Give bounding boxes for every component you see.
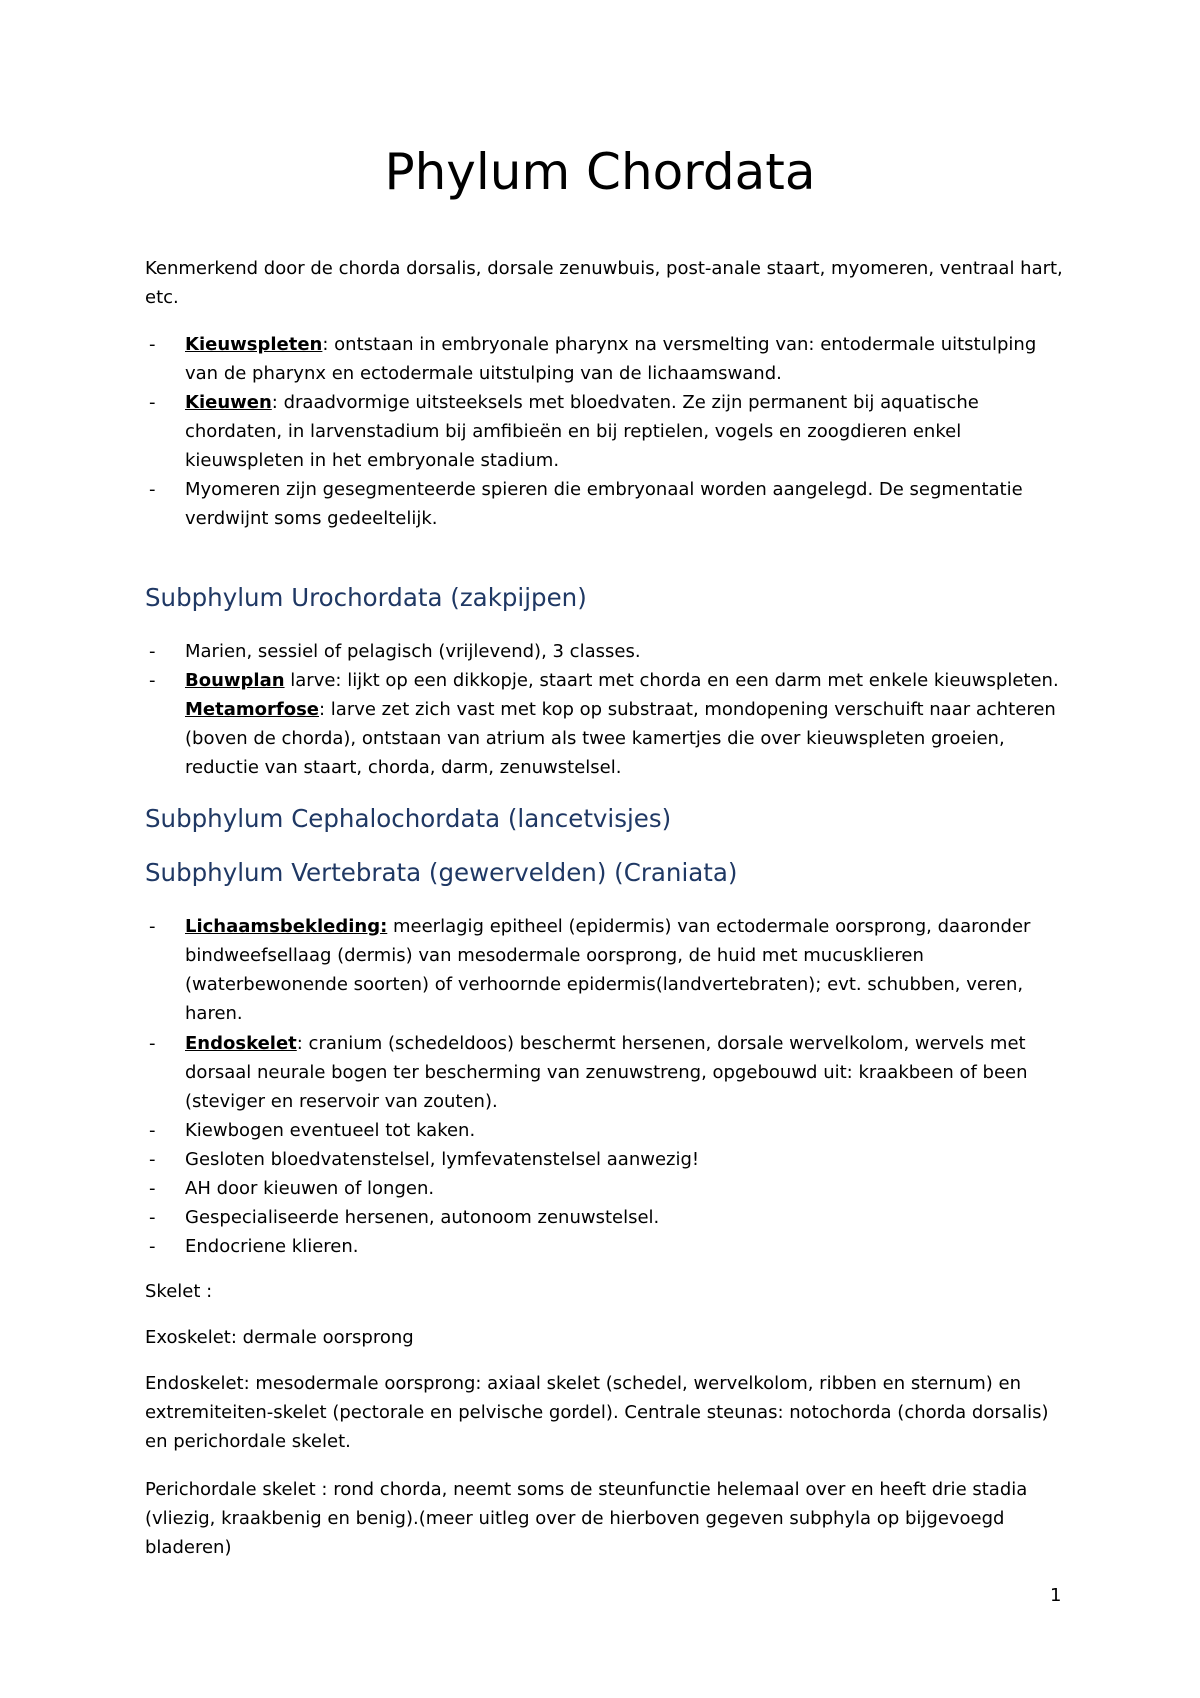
heading-cephalochordata: Subphylum Cephalochordata (lancetvisjes) <box>145 804 672 833</box>
list-item-kiewbogen <box>149 1116 1065 1145</box>
heading-urochordata: Subphylum Urochordata (zakpijpen) <box>145 583 587 612</box>
term-bouwplan: Bouwplan <box>185 670 285 691</box>
list-item-endoskelet <box>149 1029 1065 1116</box>
klieren-text: Endocriene klieren. <box>185 1236 359 1257</box>
bouwplan-text: larve: lijkt op een dikkopje, staart met chorda en een darm met enkele kieuwspleten. <box>284 670 1059 691</box>
kieuwspleten-text: : ontstaan in embryonale pharynx na versmelting van: entodermale uitstulping van de pharynx en ectodermale uitstulping van de lichaamswand. <box>185 334 1037 384</box>
myomeren-text: Myomeren zijn gesegmenteerde spieren die embryonaal worden aangelegd. De segmentatie verdwijnt soms gedeeltelijk. <box>185 479 1023 529</box>
bloedvaten-text: Gesloten bloedvatenstelsel, lymfevatenstelsel aanwezig! <box>185 1149 700 1170</box>
hersenen-text: Gespecialiseerde hersenen, autonoom zenuwstelsel. <box>185 1207 660 1228</box>
bullet-dash: - <box>149 1149 156 1170</box>
bullet-dash: - <box>149 1120 156 1141</box>
bullet-dash: - <box>149 1178 156 1199</box>
heading-vertebrata: Subphylum Vertebrata (gewervelden) (Craniata) <box>145 858 738 887</box>
list-item-myomeren <box>149 475 1065 533</box>
bullet-dash: - <box>149 1033 156 1054</box>
intro-paragraph: Kenmerkend door de chorda dorsalis, dorsale zenuwbuis, post-anale staart, myomeren, ventraal hart, etc. <box>145 258 1063 308</box>
list-item-hersenen <box>149 1203 1065 1232</box>
exoskelet-paragraph: Exoskelet: dermale oorsprong <box>145 1327 414 1348</box>
bullet-dash: - <box>149 1207 156 1228</box>
term-kieuwen: Kieuwen <box>185 392 272 413</box>
bullet-dash: - <box>149 334 156 355</box>
term-kieuwspleten: Kieuwspleten <box>185 334 323 355</box>
list-item-marien <box>149 637 1065 666</box>
endoskelet-paragraph: Endoskelet: mesodermale oorsprong: axiaal skelet (schedel, wervelkolom, ribben en sternum) en extremiteiten-skelet (pectorale en pelvische gordel). Centrale steunas: notochorda (chorda dorsalis) en perichordale skelet. <box>145 1373 1049 1452</box>
term-endoskelet: Endoskelet <box>185 1033 297 1054</box>
perichordale-paragraph: Perichordale skelet : rond chorda, neemt soms de steunfunctie helemaal over en heeft drie stadia (vliezig, kraakbenig en benig).(meer uitleg over de hierboven gegeven subphyla op bijgevoegd bladeren) <box>145 1479 1028 1558</box>
list-item-bouwplan <box>149 666 1065 782</box>
metamorfose-text: : larve zet zich vast met kop op substraat, mondopening verschuift naar achteren (boven de chorda), ontstaan van atrium als twee kamertjes die over kieuwspleten groeien, reductie van staart, chorda, darm, zenuwstelsel. <box>185 699 1056 778</box>
kieuwen-text: : draadvormige uitsteeksels met bloedvaten. Ze zijn permanent bij aquatische chordaten, in larvenstadium bij amfibieën en bij reptielen, vogels en zoogdieren enkel kieuwspleten in het embryonale stadium. <box>185 392 979 471</box>
bullet-dash: - <box>149 392 156 413</box>
term-lichaamsbekleding: Lichaamsbekleding: <box>185 916 388 937</box>
skelet-label: Skelet : <box>145 1281 213 1302</box>
term-metamorfose: Metamorfose <box>185 699 319 720</box>
endoskelet-item-text: : cranium (schedeldoos) beschermt hersenen, dorsale wervelkolom, wervels met dorsaal neurale bogen ter bescherming van zenuwstreng, opgebouwd uit: kraakbeen of been (steviger en reservoir van zouten). <box>185 1033 1028 1112</box>
marien-text: Marien, sessiel of pelagisch (vrijlevend), 3 classes. <box>185 641 641 662</box>
list-item-kieuwspleten <box>149 330 1065 388</box>
kiewbogen-text: Kiewbogen eventueel tot kaken. <box>185 1120 476 1141</box>
bullet-dash: - <box>149 916 156 937</box>
bullet-dash: - <box>149 1236 156 1257</box>
list-item-kieuwen <box>149 388 1065 475</box>
ah-text: AH door kieuwen of longen. <box>185 1178 435 1199</box>
bullet-dash: - <box>149 670 156 691</box>
list-item-ah <box>149 1174 1065 1203</box>
bullet-dash: - <box>149 641 156 662</box>
lichaamsbekleding-text: meerlagig epitheel (epidermis) van ectodermale oorsprong, daaronder bindweefsellaag (dermis) van mesodermale oorsprong, de huid met mucusklieren (waterbewonende soorten) of verhoornde epidermis(landvertebraten); evt. schubben, veren, haren. <box>185 916 1031 1024</box>
list-item-klieren <box>149 1232 1065 1261</box>
page-title: Phylum Chordata <box>384 143 816 201</box>
bullet-dash: - <box>149 479 156 500</box>
list-item-bloedvaten <box>149 1145 1065 1174</box>
list-item-lichaamsbekleding <box>149 912 1065 1028</box>
page-number: 1 <box>1050 1585 1062 1606</box>
